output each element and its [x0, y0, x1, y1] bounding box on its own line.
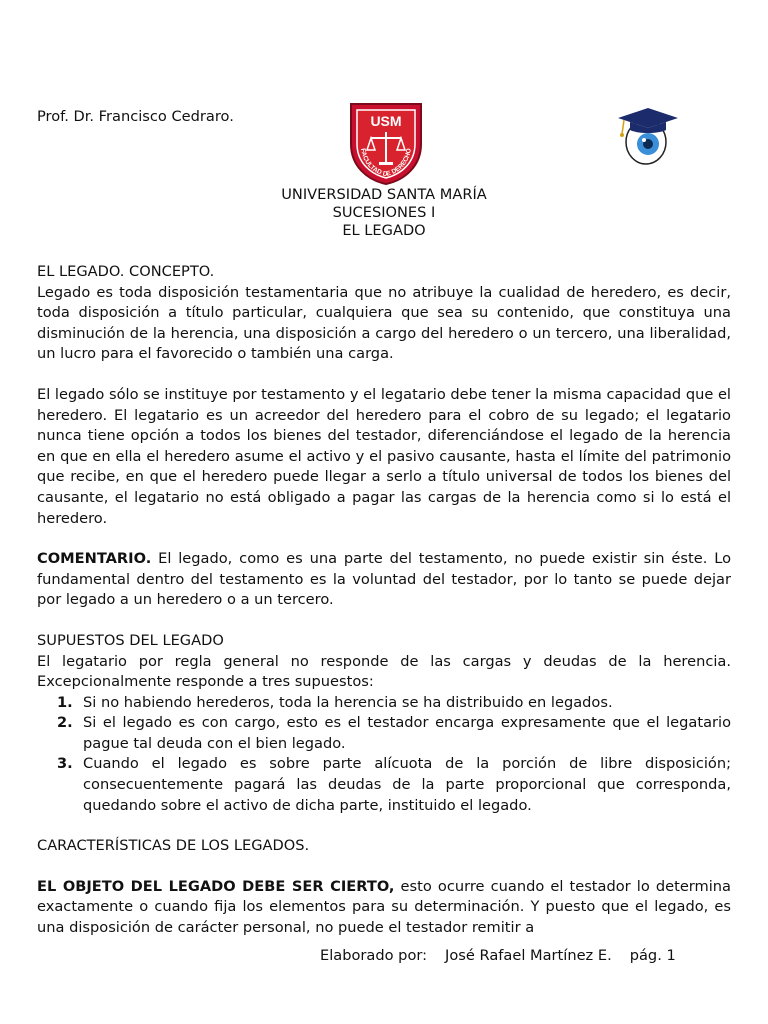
page-footer	[320, 946, 694, 967]
paragraph-supuestos-intro: El legatario por regla general no responde de las cargas y deudas de la herencia. Excepcionalmente responde a tres supuestos:	[37, 652, 731, 691]
comentario-label: COMENTARIO.	[37, 550, 152, 568]
objeto-label: EL OBJETO DEL LEGADO DEBE SER CIERTO,	[37, 877, 395, 895]
author-name: Prof. Dr. Francisco Cedraro.	[37, 108, 234, 125]
comentario-text: El legado, como es una parte del testamento, no puede existir sin éste. Lo fundamental dentro del testamento es la voluntad del testador, por lo tanto se puede dejar por legado a un heredero o a un tercero.	[37, 550, 731, 609]
paragraph-objeto	[37, 877, 731, 939]
list-item-text: Si el legado es con cargo, esto es el testador encarga expresamente que el legatario pague tal deuda con el bien legado.	[83, 714, 731, 752]
list-item	[37, 754, 731, 816]
list-item-number: 1.	[57, 693, 73, 711]
footer-author: José Rafael Martínez E.	[445, 947, 612, 964]
list-item-number: 2.	[57, 714, 73, 732]
document-body	[37, 262, 731, 939]
list-item-number: 3.	[57, 755, 73, 773]
title-topic: EL LEGADO	[342, 222, 426, 239]
list-item	[37, 713, 731, 754]
document-page	[37, 0, 731, 1024]
title-university: UNIVERSIDAD SANTA MARÍA	[281, 186, 487, 203]
logo-mark: USM	[370, 113, 402, 129]
section-heading-supuestos: SUPUESTOS DEL LEGADO	[37, 631, 224, 649]
page-number: pág. 1	[629, 947, 676, 964]
graduation-eye-icon	[614, 104, 680, 166]
logo-faculty-text: FACULTAD DE DERECHO	[359, 147, 413, 179]
list-item-text: Si no habiendo herederos, toda la herencia se ha distribuido en legados.	[83, 693, 613, 711]
title-course: SUCESIONES I	[332, 204, 436, 221]
paragraph-concepto-2: El legado sólo se instituye por testamento y el legatario debe tener la misma capacidad que el heredero. El legatario es un acreedor del heredero para el cobro de su legado; el legatario nunca tiene opción a todos los bienes del testador, diferenciándose el legado de la herencia en que en ella el heredero asume el activo y el pasivo causante, hasta el límite del patrimonio que recibe, en que el heredero puede llegar a serlo a título universal de todos los bienes del causante, el legatario no está obligado a pagar las cargas de la herencia como si lo está el heredero.	[37, 385, 731, 527]
list-item	[37, 693, 731, 714]
paragraph-comentario	[37, 549, 731, 611]
list-item-text: Cuando el legado es sobre parte alícuota de la porción de libre disposición; consecuentemente pagará las deudas de la parte proporcional que corresponda, quedando sobre el activo de dicha parte, instituido el legado.	[83, 755, 731, 814]
university-shield-logo	[347, 100, 425, 186]
objeto-text: esto ocurre cuando el testador lo determina exactamente o cuando fija los elementos para su determinación. Y puesto que el legado, es una disposición de carácter personal, no puede el testador remitir a	[37, 877, 732, 937]
document-title-block	[37, 186, 731, 240]
paragraph-concepto-1: Legado es toda disposición testamentaria que no atribuye la cualidad de heredero, es decir, toda disposición a título particular, cualquiera que sea su contenido, que constituya una disminución de la herencia, una disposición a cargo del heredero o un tercero, una liberalidad, un lucro para el favorecido o también una carga.	[37, 283, 731, 363]
footer-label: Elaborado por:	[320, 947, 428, 964]
section-heading-caracteristicas: CARACTERÍSTICAS DE LOS LEGADOS.	[37, 837, 310, 855]
supuestos-list	[37, 693, 731, 817]
section-heading-concepto: EL LEGADO. CONCEPTO.	[37, 263, 215, 280]
